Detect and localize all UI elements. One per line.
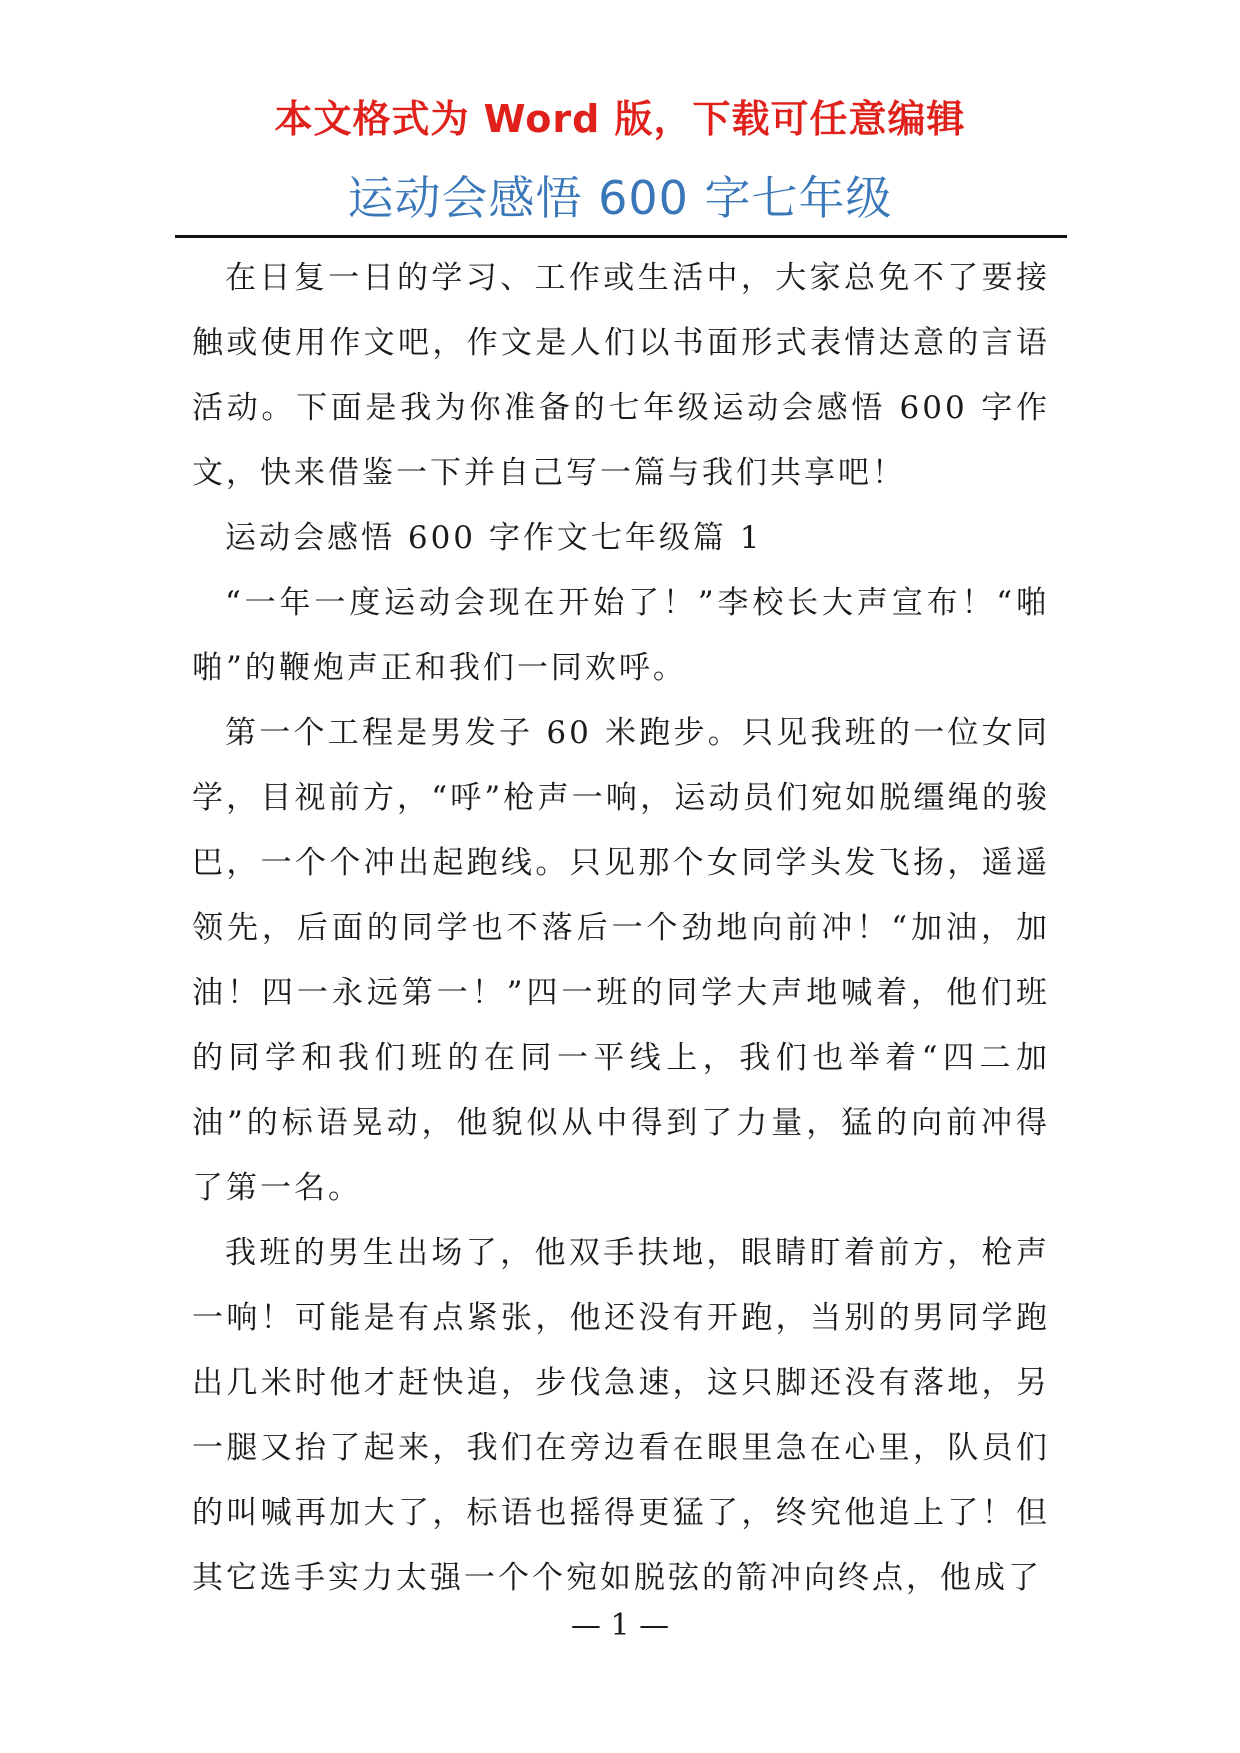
paragraph: 第一个工程是男发子 60 米跑步。只见我班的一位女同学，目视前方，“呼”枪声一响，运动员们宛如脱缰绳的骏巴，一个个冲出起跑线。只见那个女同学头发飞扬，遥遥领先，后面的同学也不落后一个劲地向前冲！“加油，加油！四一永远第一！”四一班的同学大声地喊着，他们班的同学和我们班的在同一平线上，我们也举着“四二加油”的标语晃动，他貌似从中得到了力量，猛的向前冲得了第一名。 [192, 715, 1050, 1206]
paragraph-intro: 在日复一日的学习、工作或生活中，大家总免不了要接触或使用作文吧，作文是人们以书面形式表情达意的言语活动。下面是我为你准备的七年级运动会感悟 600 字作文，快来借鉴一下并自己写一篇与我们共享吧！ [192, 260, 1050, 491]
page-title: 运动会感悟 600 字七年级 [347, 171, 893, 225]
title-divider [175, 235, 1067, 238]
paragraph: “一年一度运动会现在开始了！”李校长大声宣布！“啪啪”的鞭炮声正和我们一同欢呼。 [192, 585, 1050, 686]
article-body [192, 246, 1050, 1611]
page-number: — 1 — [570, 1608, 670, 1643]
paragraph: 我班的男生出场了，他双手扶地，眼睛盯着前方，枪声一响！可能是有点紧张，他还没有开跑，当别的男同学跑出几米时他才赶快追，步伐急速，这只脚还没有落地，另一腿又抬了起来，我们在旁边看在眼里急在心里，队员们的叫喊再加大了，标语也摇得更猛了，终究他追上了！但其它选手实力太强一个个宛如脱弦的箭冲向终点，他成了 [192, 1235, 1050, 1596]
section-heading: 运动会感悟 600 字作文七年级篇 1 [225, 520, 763, 556]
format-banner: 本文格式为 Word 版，下载可任意编辑 [274, 97, 966, 141]
